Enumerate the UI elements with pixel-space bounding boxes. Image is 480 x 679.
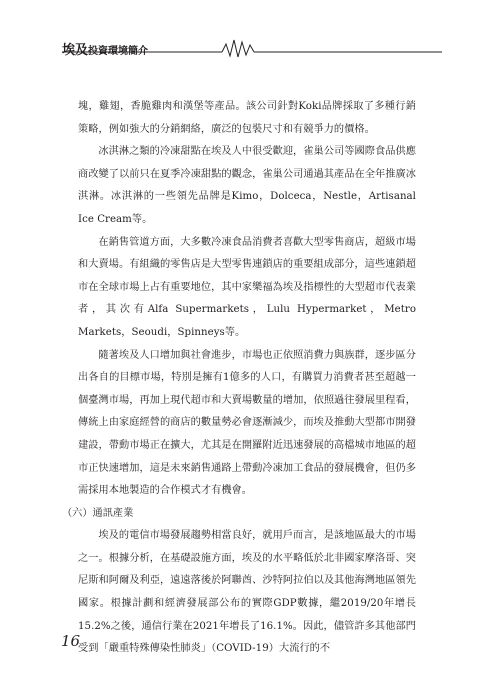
paragraph-1: 塊，雞翅，香脆雞肉和漢堡等產品。該公司針對Koki品牌採取了多種行銷策略，例如強大的分銷網絡，廣泛的包裝尺寸和有競爭力的價格。 [78,101,416,135]
header-title [62,39,148,58]
paragraph-5: 埃及的電信市場發展趨勢相當良好，就用戶而言，是該地區最大的市場之一。根據分析，在基礎設施方面，埃及的水平略低於北非國家摩洛哥、突尼斯和阿爾及利亞，遠遠落後於阿聯酋、沙特阿拉伯以及其他海灣地區領先國家。根據計劃和經濟發展部公布的實際GDP數據，繼2019/20年增長15.2%之後，通信行業在2021年增長了16.1%。因此，儘管許多其他部門受到「嚴重特殊傳染性肺炎」（COVID-19）大流行的不 [78,530,416,655]
section-heading: （六）通訊產業 [62,507,134,519]
paragraph-2: 冰淇淋之類的冷凍甜點在埃及人中很受歡迎，雀巢公司等國際食品供應商改變了以前只在夏季冷凍甜點的觀念，雀巢公司通過其產品在全年推廣冰淇淋。冰淇淋的一些領先品牌是Kimo，Dolceca，Nestle，Artisanal Ice Cream等。 [78,146,416,225]
paragraph-4: 隨著埃及人口增加與社會進步，市場也正依照消費力與族群，逐步區分出各自的目標市場，特別是擁有1億多的人口，有購買力消費者甚至超越一個臺灣市場，再加上現代超市和大賣場數量的增加，依照過往發展里程看，傳統上由家庭經營的商店的數量勢必會逐漸減少，而埃及推動大型都市開發建設，帶動市場正在擴大，尤其是在開羅附近迅速發展的高檔城市地區的超市正快速增加，這是未來銷售通路上帶動冷凍加工食品的發展機會，但仍多需採用本地製造的合作模式才有機會。 [78,349,416,497]
page-number: 16 [61,632,81,650]
header-title-main: 埃及 [62,43,89,58]
header-title-sub: 投資環境簡介 [88,46,149,57]
running-header [62,33,442,59]
paragraph-3: 在銷售管道方面，大多數冷凍食品消費者喜歡大型零售商店，超級市場和大賣場。有組織的零售店是大型零售連鎖店的重要組成部分，這些連鎖超市在全球市場上占有重要地位，其中家樂福為埃及指標性的大型超市代表業者，其次有Alfa Supermarkets，Lulu Hypermarket，Metro Markets，Seoudi，Spinneys等。 [78,236,416,338]
page-body [62,96,416,661]
